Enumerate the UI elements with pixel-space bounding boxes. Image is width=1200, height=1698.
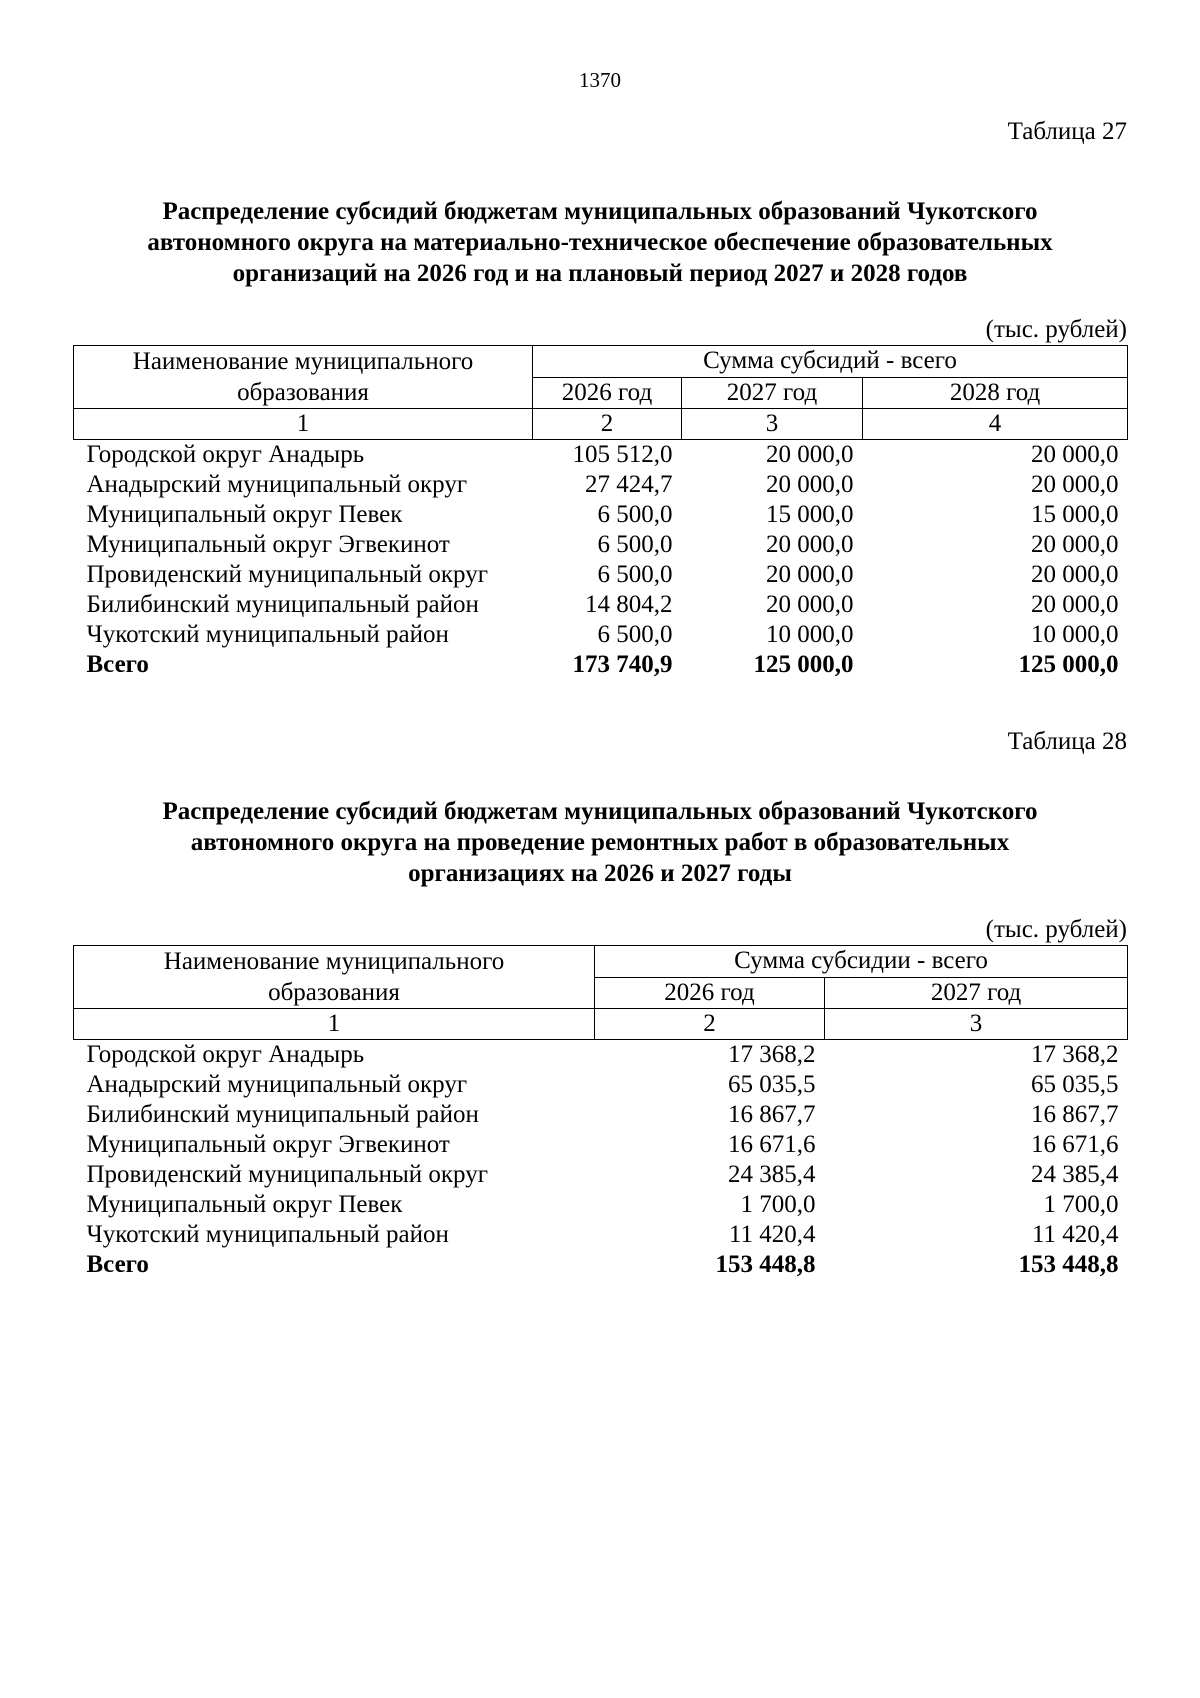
caption-line: Распределение субсидий бюджетам муниципальных образований Чукотского — [162, 798, 1038, 825]
table-row — [74, 500, 1128, 530]
cell-2027: 17 368,2 — [1031, 1041, 1119, 1068]
table-row — [74, 590, 1128, 620]
cell-2028: 10 000,0 — [1031, 621, 1119, 648]
header-col-number: 2 — [533, 409, 682, 440]
row-name: Городской округ Анадырь — [86, 441, 365, 468]
cell-2027: 1 700,0 — [1043, 1191, 1119, 1218]
caption-line: Распределение субсидий бюджетам муниципальных образований Чукотского — [162, 198, 1038, 225]
total-2028: 125 000,0 — [1018, 651, 1119, 678]
cell-2027: 10 000,0 — [766, 621, 854, 648]
page-number: 1370 — [579, 68, 621, 92]
row-name: Билибинский муниципальный район — [86, 591, 479, 618]
cell-2027: 24 385,4 — [1031, 1161, 1119, 1188]
cell-2027: 16 867,7 — [1031, 1101, 1119, 1128]
table-row — [74, 620, 1128, 650]
table-row — [74, 1070, 1128, 1100]
cell-2026: 16 867,7 — [728, 1101, 816, 1128]
row-name: Муниципальный округ Певек — [86, 501, 403, 528]
table-row — [74, 1160, 1128, 1190]
total-row — [74, 1250, 1128, 1280]
header-year-2027: 2027 год — [682, 377, 863, 409]
cell-2026: 17 368,2 — [728, 1041, 816, 1068]
cell-2026: 14 804,2 — [585, 591, 673, 618]
cell-2027: 20 000,0 — [766, 471, 854, 498]
cell-2026: 1 700,0 — [740, 1191, 816, 1218]
table-row — [74, 1130, 1128, 1160]
table-row — [74, 560, 1128, 590]
cell-2026: 105 512,0 — [572, 441, 673, 468]
cell-2027: 20 000,0 — [766, 531, 854, 558]
caption-line: организациях на 2026 и 2027 годы — [408, 860, 792, 887]
table-27-label: Таблица 27 — [1007, 118, 1127, 145]
total-label: Всего — [86, 1251, 149, 1278]
cell-2027: 16 671,6 — [1031, 1131, 1119, 1158]
header-col-number: 2 — [595, 1009, 825, 1040]
table-row — [74, 440, 1128, 471]
row-name: Анадырский муниципальный округ — [86, 471, 468, 498]
cell-2027: 20 000,0 — [766, 441, 854, 468]
header-sum: Сумма субсидий - всего — [533, 346, 1128, 378]
header-year-2026: 2026 год — [595, 977, 825, 1009]
caption-line: организаций на 2026 год и на плановый период 2027 и 2028 годов — [232, 260, 968, 287]
header-year-2028: 2028 год — [863, 377, 1128, 409]
cell-2028: 20 000,0 — [1031, 591, 1119, 618]
cell-2026: 65 035,5 — [728, 1071, 816, 1098]
total-2026: 173 740,9 — [572, 651, 673, 678]
row-name: Анадырский муниципальный округ — [86, 1071, 468, 1098]
header-col-number: 1 — [74, 409, 533, 440]
cell-2028: 15 000,0 — [1031, 501, 1119, 528]
total-2027: 153 448,8 — [1018, 1251, 1119, 1278]
table-27-units: (тыс. рублей) — [985, 316, 1127, 343]
table-row — [74, 1100, 1128, 1130]
header-name — [74, 946, 595, 1009]
cell-2028: 20 000,0 — [1031, 471, 1119, 498]
row-name: Билибинский муниципальный район — [86, 1101, 479, 1128]
cell-2027: 11 420,4 — [1031, 1221, 1119, 1248]
cell-2028: 20 000,0 — [1031, 441, 1119, 468]
cell-2026: 27 424,7 — [585, 471, 673, 498]
cell-2027: 20 000,0 — [766, 561, 854, 588]
header-sum: Сумма субсидии - всего — [595, 946, 1128, 978]
header-name — [74, 346, 533, 409]
row-name: Муниципальный округ Певек — [86, 1191, 403, 1218]
cell-2027: 20 000,0 — [766, 591, 854, 618]
header-col-number: 3 — [682, 409, 863, 440]
table-28-label: Таблица 28 — [1007, 728, 1127, 755]
cell-2027: 15 000,0 — [766, 501, 854, 528]
total-row — [74, 650, 1128, 680]
row-name: Муниципальный округ Эгвекинот — [86, 1131, 450, 1158]
table-28 — [73, 945, 1128, 1280]
total-label: Всего — [86, 651, 149, 678]
table-row — [74, 1040, 1128, 1071]
row-name: Провиденский муниципальный округ — [86, 561, 488, 588]
table-row — [74, 1220, 1128, 1250]
header-name-line2: образования — [268, 979, 400, 1006]
table-row — [74, 530, 1128, 560]
row-name: Городской округ Анадырь — [86, 1041, 365, 1068]
table-27 — [73, 345, 1128, 680]
caption-line: автономного округа на проведение ремонтных работ в образовательных — [190, 829, 1010, 856]
table-28-caption — [73, 796, 1127, 889]
header-year-2026: 2026 год — [533, 377, 682, 409]
table-27-caption — [73, 196, 1127, 289]
header-name-line2: образования — [237, 379, 369, 406]
table-row — [74, 470, 1128, 500]
row-name: Чукотский муниципальный район — [86, 621, 449, 648]
cell-2026: 6 500,0 — [597, 621, 673, 648]
header-col-number: 4 — [863, 409, 1128, 440]
cell-2026: 11 420,4 — [728, 1221, 816, 1248]
header-year-2027: 2027 год — [825, 977, 1128, 1009]
cell-2028: 20 000,0 — [1031, 531, 1119, 558]
row-name: Муниципальный округ Эгвекинот — [86, 531, 450, 558]
total-2026: 153 448,8 — [715, 1251, 816, 1278]
cell-2026: 6 500,0 — [597, 501, 673, 528]
total-2027: 125 000,0 — [753, 651, 854, 678]
caption-line: автономного округа на материально-техническое обеспечение образовательных — [147, 229, 1053, 256]
row-name: Провиденский муниципальный округ — [86, 1161, 488, 1188]
cell-2026: 6 500,0 — [597, 531, 673, 558]
header-name-line1: Наименование муниципального — [132, 348, 474, 375]
header-col-number: 3 — [825, 1009, 1128, 1040]
table-row — [74, 1190, 1128, 1220]
header-name-line1: Наименование муниципального — [163, 948, 505, 975]
header-col-number: 1 — [74, 1009, 595, 1040]
cell-2027: 65 035,5 — [1031, 1071, 1119, 1098]
cell-2026: 6 500,0 — [597, 561, 673, 588]
row-name: Чукотский муниципальный район — [86, 1221, 449, 1248]
cell-2026: 24 385,4 — [728, 1161, 816, 1188]
table-28-units: (тыс. рублей) — [985, 916, 1127, 943]
cell-2026: 16 671,6 — [728, 1131, 816, 1158]
cell-2028: 20 000,0 — [1031, 561, 1119, 588]
